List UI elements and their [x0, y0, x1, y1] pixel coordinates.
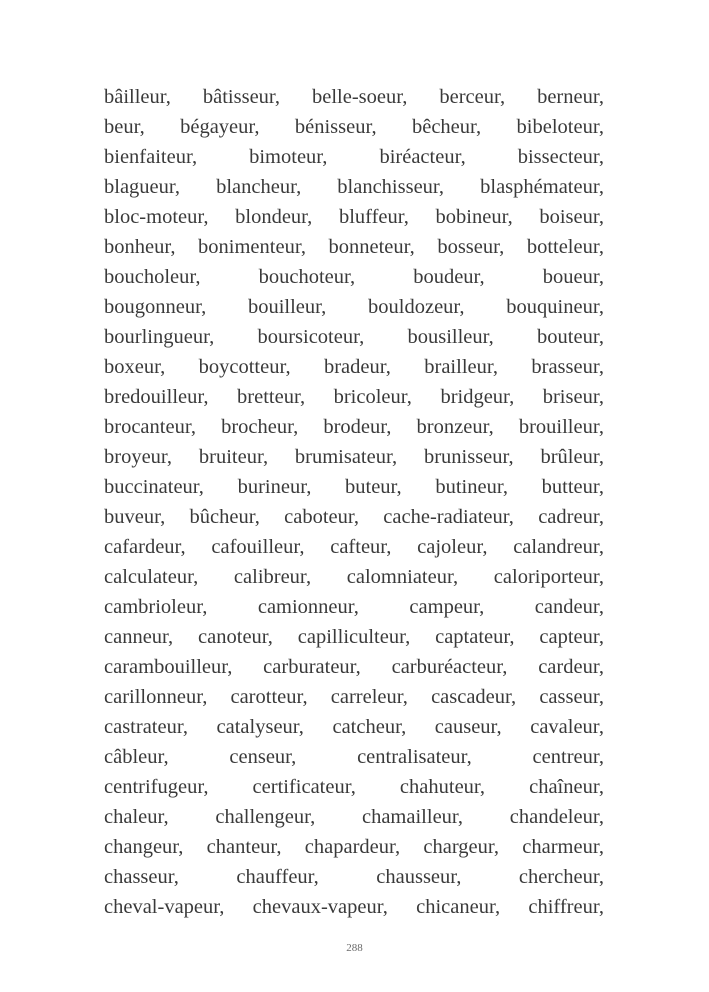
word: camionneur,: [257, 596, 359, 618]
word: brocanteur,: [104, 416, 196, 438]
word: chausseur,: [376, 866, 462, 888]
word: chapardeur,: [304, 836, 401, 858]
word: buteur,: [345, 476, 402, 498]
text-line: [104, 112, 604, 142]
word: charmeur,: [522, 836, 604, 858]
word: cambrioleur,: [104, 596, 208, 618]
word: bradeur,: [323, 356, 391, 378]
word: bégayeur,: [180, 116, 260, 138]
page-number: 288: [346, 942, 363, 954]
word: casseur,: [539, 686, 604, 708]
word: censeur,: [229, 746, 297, 768]
word: bredouilleur,: [104, 386, 209, 408]
word: chaleur,: [104, 806, 169, 828]
word: carburéacteur,: [391, 656, 508, 678]
word-list-body: [104, 82, 604, 922]
text-line: [104, 82, 604, 112]
word: cascadeur,: [431, 686, 517, 708]
word: cadreur,: [538, 506, 604, 528]
word: blancheur,: [216, 176, 302, 198]
text-line: [104, 712, 604, 742]
word: chercheur,: [518, 866, 604, 888]
word: brasseur,: [531, 356, 604, 378]
word: butineur,: [435, 476, 508, 498]
word: biréacteur,: [379, 146, 466, 168]
word: capilliculteur,: [297, 626, 411, 648]
word: câbleur,: [104, 746, 169, 768]
word: bricoleur,: [333, 386, 412, 408]
word: blasphémateur,: [480, 176, 604, 198]
word: chauffeur,: [236, 866, 319, 888]
word: cafardeur,: [104, 536, 186, 558]
word: brouilleur,: [518, 416, 604, 438]
word: bêcheur,: [411, 116, 482, 138]
word: bouchoteur,: [258, 266, 356, 288]
word: bronzeur,: [416, 416, 494, 438]
word: boucholeur,: [104, 266, 201, 288]
word: bénisseur,: [294, 116, 377, 138]
word: brailleur,: [424, 356, 498, 378]
word: causeur,: [434, 716, 502, 738]
word: buccinateur,: [104, 476, 204, 498]
word: cardeur,: [538, 656, 604, 678]
word: boudeur,: [413, 266, 485, 288]
word: carreleur,: [330, 686, 408, 708]
word: boiseur,: [539, 206, 604, 228]
word: blanchisseur,: [337, 176, 445, 198]
word: bonimenteur,: [198, 236, 306, 258]
word: burineur,: [237, 476, 312, 498]
word: carambouilleur,: [104, 656, 233, 678]
text-line: [104, 682, 604, 712]
word: changeur,: [104, 836, 184, 858]
word: bridgeur,: [440, 386, 515, 408]
word: brûleur,: [540, 446, 604, 468]
word: canoteur,: [198, 626, 273, 648]
word: bonneteur,: [328, 236, 415, 258]
word: brumisateur,: [294, 446, 398, 468]
word: caloriporteur,: [493, 566, 604, 588]
text-line: [104, 652, 604, 682]
word: buveur,: [104, 506, 166, 528]
word: chicaneur,: [416, 896, 501, 918]
word: chiffreur,: [528, 896, 604, 918]
word: blagueur,: [104, 176, 181, 198]
word: broyeur,: [104, 446, 173, 468]
word: caboteur,: [284, 506, 360, 528]
word: calculateur,: [104, 566, 199, 588]
word: bâilleur,: [104, 86, 171, 108]
word: bouquineur,: [506, 296, 604, 318]
text-line: [104, 562, 604, 592]
text-line: [104, 292, 604, 322]
word: candeur,: [534, 596, 604, 618]
word: bruiteur,: [198, 446, 269, 468]
word: bloc-moteur,: [104, 206, 209, 228]
word: catalyseur,: [216, 716, 304, 738]
word: chasseur,: [104, 866, 179, 888]
word: bousilleur,: [407, 326, 494, 348]
word: blondeur,: [235, 206, 313, 228]
word: carillonneur,: [104, 686, 208, 708]
word: centreur,: [532, 746, 604, 768]
word: brodeur,: [323, 416, 392, 438]
word: capteur,: [539, 626, 604, 648]
word: chanteur,: [206, 836, 282, 858]
word: cheval-vapeur,: [104, 896, 225, 918]
word: bonheur,: [104, 236, 176, 258]
word: butteur,: [541, 476, 604, 498]
text-line: [104, 532, 604, 562]
word: cafouilleur,: [211, 536, 305, 558]
text-line: [104, 382, 604, 412]
word: bissecteur,: [517, 146, 604, 168]
text-line: [104, 742, 604, 772]
word: bouilleur,: [247, 296, 327, 318]
text-line: [104, 262, 604, 292]
word: bienfaiteur,: [104, 146, 198, 168]
word: catcheur,: [332, 716, 407, 738]
text-line: [104, 892, 604, 922]
word: bouteur,: [537, 326, 604, 348]
word: castrateur,: [104, 716, 188, 738]
word: beur,: [104, 116, 145, 138]
word: certificateur,: [252, 776, 356, 798]
word: brocheur,: [221, 416, 299, 438]
word: challengeur,: [215, 806, 316, 828]
word: chevaux-vapeur,: [252, 896, 388, 918]
word: berneur,: [537, 86, 604, 108]
word: bretteur,: [237, 386, 306, 408]
text-line: [104, 472, 604, 502]
word: cavaleur,: [530, 716, 604, 738]
text-line: [104, 202, 604, 232]
word: calomniateur,: [346, 566, 459, 588]
text-line: [104, 622, 604, 652]
word: chargeur,: [423, 836, 500, 858]
word: cache-radiateur,: [383, 506, 514, 528]
word: cafteur,: [330, 536, 392, 558]
word: bluffeur,: [338, 206, 409, 228]
word: captateur,: [435, 626, 515, 648]
text-line: [104, 832, 604, 862]
word: bobineur,: [435, 206, 513, 228]
word: bibeloteur,: [516, 116, 604, 138]
text-line: [104, 412, 604, 442]
text-line: [104, 802, 604, 832]
word: cajoleur,: [417, 536, 488, 558]
text-line: [104, 772, 604, 802]
word: bouldozeur,: [368, 296, 465, 318]
text-line: [104, 502, 604, 532]
word: bosseur,: [437, 236, 505, 258]
word: campeur,: [409, 596, 485, 618]
word: canneur,: [104, 626, 174, 648]
word: boursicoteur,: [257, 326, 365, 348]
word: bûcheur,: [189, 506, 260, 528]
word: botteleur,: [526, 236, 604, 258]
word: boycotteur,: [198, 356, 291, 378]
text-line: [104, 172, 604, 202]
word: briseur,: [542, 386, 604, 408]
word: belle-soeur,: [312, 86, 408, 108]
word: chamailleur,: [361, 806, 464, 828]
word: centralisateur,: [357, 746, 472, 768]
text-line: [104, 322, 604, 352]
word: calibreur,: [233, 566, 312, 588]
word: chandeleur,: [509, 806, 604, 828]
text-line: [104, 232, 604, 262]
word: brunisseur,: [423, 446, 514, 468]
text-line: [104, 592, 604, 622]
word: berceur,: [439, 86, 506, 108]
word: centrifugeur,: [104, 776, 209, 798]
word: bougonneur,: [104, 296, 207, 318]
word: bourlingueur,: [104, 326, 215, 348]
text-line: [104, 442, 604, 472]
word: boxeur,: [104, 356, 166, 378]
word: chaîneur,: [529, 776, 604, 798]
word: chahuteur,: [399, 776, 486, 798]
word: calandreur,: [513, 536, 604, 558]
text-line: [104, 352, 604, 382]
text-line: [104, 142, 604, 172]
word: bâtisseur,: [202, 86, 281, 108]
word: carburateur,: [263, 656, 361, 678]
word: boueur,: [542, 266, 604, 288]
text-line: [104, 862, 604, 892]
word: bimoteur,: [249, 146, 328, 168]
word: carotteur,: [230, 686, 308, 708]
